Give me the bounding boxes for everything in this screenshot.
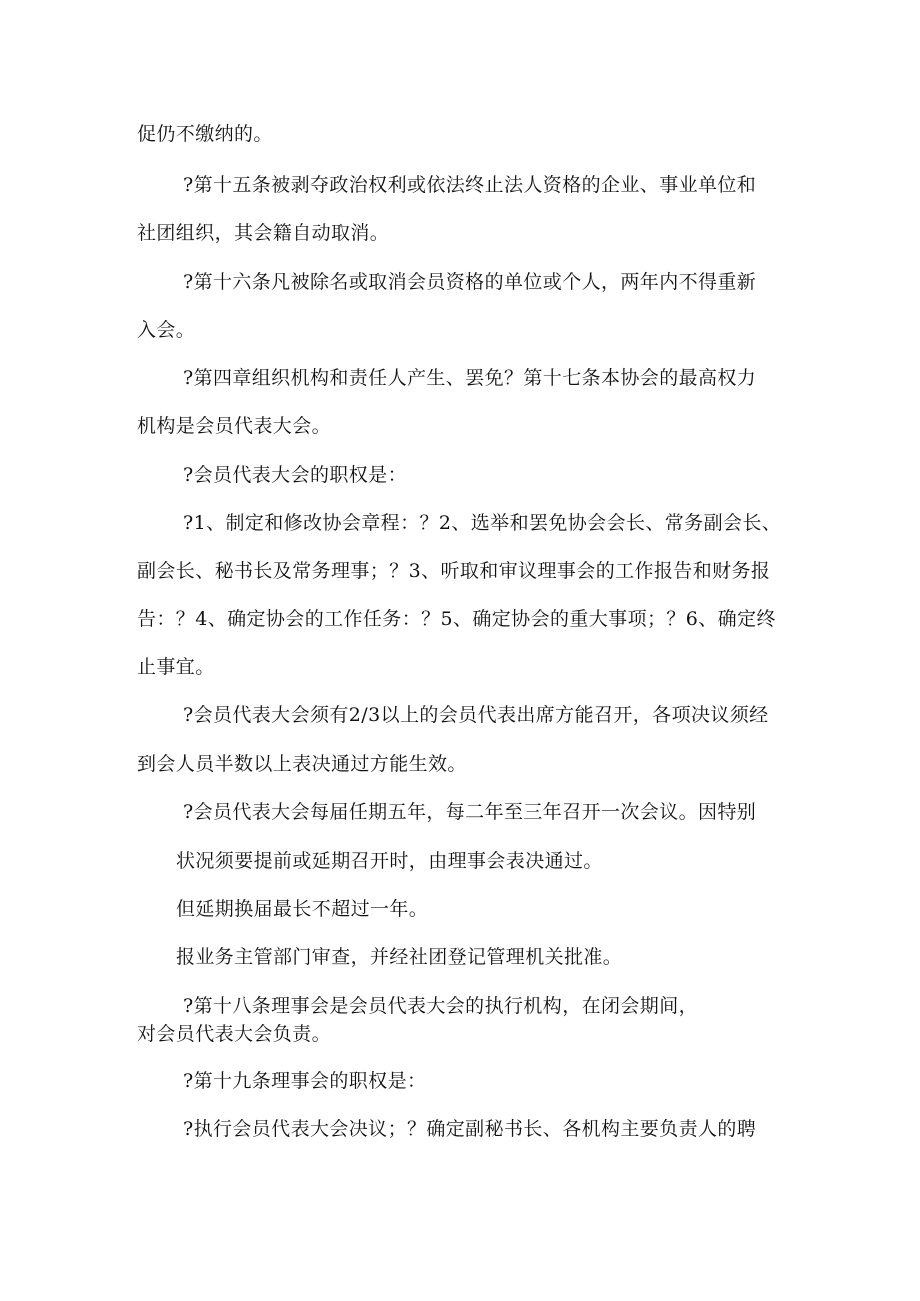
paragraph-line: ?第四章组织机构和责任人产生、罢免？第十七条本协会的最高权力 — [183, 367, 757, 389]
paragraph-line: ?第十六条凡被除名或取消会员资格的单位或个人，两年内不得重新 — [183, 271, 757, 293]
paragraph-line: 促仍不缴纳的。 — [137, 123, 273, 145]
paragraph-line: ?执行会员代表大会决议；？确定副秘书长、各机构主要负责人的聘 — [183, 1118, 757, 1140]
paragraph-line: ?第十八条理事会是会员代表大会的执行机构，在闭会期间， — [183, 995, 698, 1017]
paragraph-line: 但延期换届最长不超过一年。 — [176, 898, 429, 920]
paragraph-line: ?会员代表大会须有2/3以上的会员代表出席方能召开，各项决议须经 — [183, 704, 769, 726]
paragraph-line: 对会员代表大会负责。 — [137, 1023, 332, 1045]
paragraph-line: 状况须要提前或延期召开时，由理事会表决通过。 — [176, 850, 603, 872]
paragraph-line: 到会人员半数以上表决通过方能生效。 — [137, 753, 467, 775]
paragraph-line: 副会长、秘书长及常务理事；？3、听取和审议理事会的工作报告和财务报 — [137, 560, 771, 582]
paragraph-line: ?第十五条被剥夺政治权利或依法终止法人资格的企业、事业单位和 — [183, 174, 757, 196]
paragraph-line: 报业务主管部门审查，并经社团登记管理机关批准。 — [176, 946, 623, 968]
paragraph-line: ?1、制定和修改协会章程：？2、选举和罢免协会会长、常务副会长、 — [183, 512, 782, 534]
paragraph-line: ?会员代表大会的职权是： — [183, 464, 407, 486]
paragraph-line: 社团组织，其会籍自动取消。 — [137, 222, 390, 244]
paragraph-line: 机构是会员代表大会。 — [137, 415, 332, 437]
paragraph-line: 入会。 — [137, 319, 196, 341]
paragraph-line: ?会员代表大会每届任期五年，每二年至三年召开一次会议。因特别 — [183, 801, 757, 823]
paragraph-line: 止事宜。 — [137, 656, 215, 678]
paragraph-line: 告：？4、确定协会的工作任务：？5、确定协会的重大事项；？6、确定终 — [137, 608, 776, 630]
paragraph-line: ?第十九条理事会的职权是： — [183, 1070, 427, 1092]
